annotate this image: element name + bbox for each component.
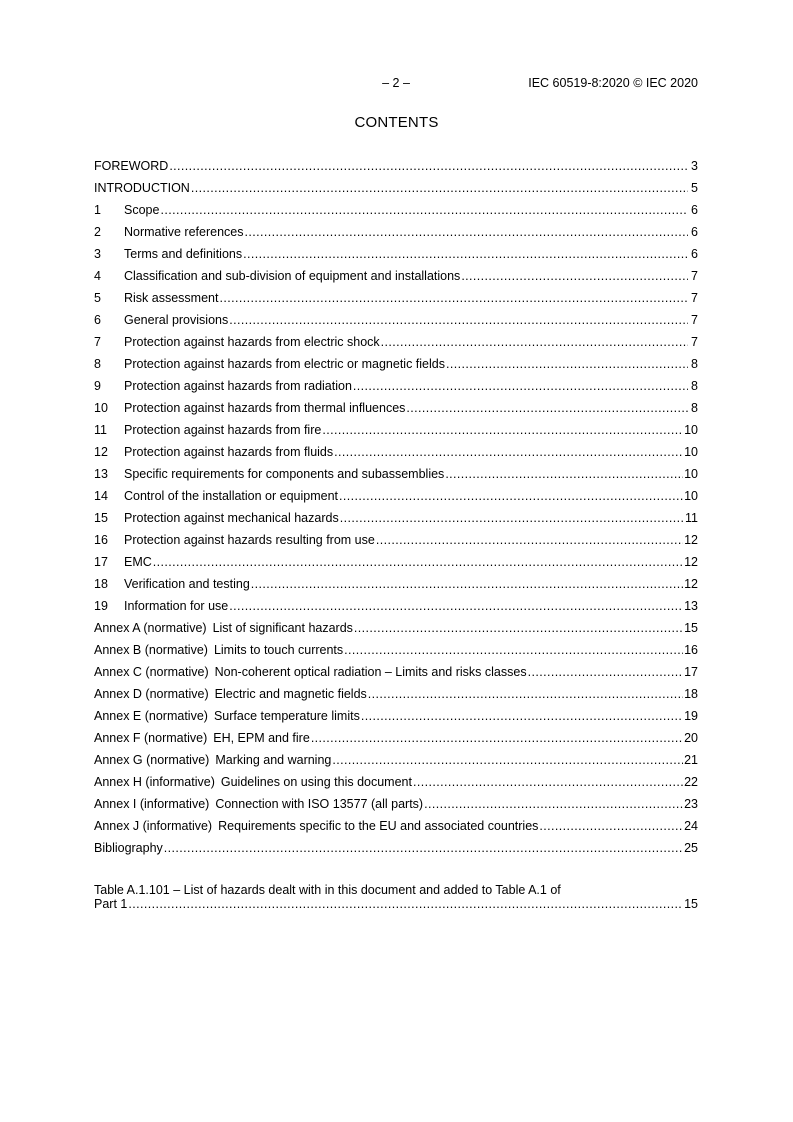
toc-entry-number: 3: [94, 247, 101, 261]
toc-entry[interactable]: [94, 399, 698, 421]
toc-entry-label: EH, EPM and fire: [213, 731, 310, 745]
dot-leader: [128, 898, 683, 912]
table-of-contents: [94, 157, 698, 861]
toc-entry-page: 10: [684, 467, 698, 481]
toc-entry-label: Terms and definitions: [124, 247, 243, 261]
toc-entry[interactable]: [94, 839, 698, 861]
dot-leader: [354, 619, 683, 637]
dot-leader: [368, 685, 683, 703]
toc-entry-label: Requirements specific to the EU and associated countries: [218, 819, 539, 833]
toc-entry[interactable]: [94, 553, 698, 575]
toc-entry-page: 25: [684, 841, 698, 855]
toc-entry-label: Verification and testing: [124, 577, 250, 591]
toc-entry-page: 20: [684, 731, 698, 745]
toc-entry-label: Protection against hazards from electric or magnetic fields: [124, 357, 445, 371]
toc-entry[interactable]: [94, 729, 698, 751]
toc-entry-page: 6: [691, 247, 698, 261]
dot-leader: [376, 531, 683, 549]
dot-leader: [153, 553, 683, 571]
dot-leader: [528, 663, 684, 681]
contents-heading: CONTENTS: [354, 114, 439, 131]
toc-entry[interactable]: [94, 223, 698, 245]
dot-leader: [344, 641, 683, 659]
toc-entry[interactable]: [94, 531, 698, 553]
toc-entry-annex: Annex E (normative): [94, 709, 208, 723]
toc-entry-number: 6: [94, 313, 101, 327]
toc-entry-annex: Annex C (normative): [94, 665, 209, 679]
toc-entry[interactable]: [94, 597, 698, 619]
dot-leader: [334, 443, 683, 461]
dot-leader: [243, 245, 688, 263]
toc-entry-number: 17: [94, 555, 108, 569]
dot-leader: [245, 223, 689, 241]
toc-entry-label: Non-coherent optical radiation – Limits and risks classes: [214, 665, 527, 679]
dot-leader: [191, 179, 688, 197]
list-of-tables: [94, 884, 698, 911]
toc-entry-page: 16: [684, 643, 698, 657]
dot-leader: [229, 597, 683, 615]
toc-entry-page: 10: [684, 445, 698, 459]
toc-entry[interactable]: [94, 663, 698, 685]
dot-leader: [322, 421, 683, 439]
toc-entry-page: 12: [684, 533, 698, 547]
toc-entry-page: 6: [691, 225, 698, 239]
toc-entry-label: Limits to touch currents: [213, 643, 344, 657]
dot-leader: [332, 751, 683, 769]
toc-entry-page: 10: [684, 489, 698, 503]
dot-leader: [539, 817, 683, 835]
toc-entry-page: 15: [684, 621, 698, 635]
toc-entry-page: 12: [684, 555, 698, 569]
table-entry[interactable]: [94, 884, 698, 911]
toc-entry-label: List of significant hazards: [212, 621, 353, 635]
toc-entry-page: 10: [684, 423, 698, 437]
toc-entry-label: INTRODUCTION: [94, 181, 190, 195]
dot-leader: [361, 707, 683, 725]
dot-leader: [164, 839, 683, 857]
dot-leader: [446, 355, 688, 373]
toc-entry-label: Electric and magnetic fields: [214, 687, 367, 701]
dot-leader: [461, 267, 688, 285]
dot-leader: [311, 729, 683, 747]
toc-entry-label: EMC: [124, 555, 152, 569]
toc-entry-label: Protection against hazards from fluids: [124, 445, 334, 459]
toc-entry-page: 5: [691, 181, 698, 195]
toc-entry-page: 11: [685, 511, 698, 525]
toc-entry[interactable]: [94, 157, 698, 179]
toc-entry-label: Protection against hazards from radiation: [124, 379, 352, 393]
toc-entry-label: Protection against hazards from electric shock: [124, 335, 380, 349]
dot-leader: [445, 465, 683, 483]
toc-entry-label: Guidelines on using this document: [220, 775, 412, 789]
toc-entry-label: Normative references: [124, 225, 244, 239]
toc-entry[interactable]: [94, 817, 698, 839]
toc-entry-page: 7: [691, 291, 698, 305]
toc-entry[interactable]: [94, 465, 698, 487]
toc-entry-number: 7: [94, 335, 101, 349]
toc-entry[interactable]: [94, 619, 698, 641]
toc-entry-number: 9: [94, 379, 101, 393]
toc-entry-page: 7: [691, 313, 698, 327]
dot-leader: [339, 487, 683, 505]
toc-entry-page: 24: [684, 819, 698, 833]
toc-entry-label: Specific requirements for components and subassemblies: [124, 467, 445, 481]
dot-leader: [169, 157, 688, 175]
toc-entry-page: 23: [684, 797, 698, 811]
toc-entry-page: 8: [691, 401, 698, 415]
toc-entry-page: 21: [684, 753, 698, 767]
toc-entry-page: 7: [691, 335, 698, 349]
toc-entry-number: 4: [94, 269, 101, 283]
toc-entry-label: Information for use: [124, 599, 229, 613]
page-header: [94, 76, 698, 92]
document-identifier: IEC 60519-8:2020 © IEC 2020: [528, 76, 698, 90]
dot-leader: [229, 311, 688, 329]
toc-entry-label: Marking and warning: [215, 753, 332, 767]
toc-entry[interactable]: [94, 509, 698, 531]
toc-entry-page: 6: [691, 203, 698, 217]
toc-entry-label: Connection with ISO 13577 (all parts): [215, 797, 424, 811]
toc-entry-number: 15: [94, 511, 108, 525]
toc-entry[interactable]: [94, 245, 698, 267]
dot-leader: [381, 333, 688, 351]
dot-leader: [219, 289, 688, 307]
toc-entry-annex: Annex H (informative): [94, 775, 215, 789]
toc-entry-number: 10: [94, 401, 108, 415]
toc-entry[interactable]: [94, 333, 698, 355]
toc-entry-number: 5: [94, 291, 101, 305]
toc-entry[interactable]: [94, 311, 698, 333]
toc-entry[interactable]: [94, 751, 698, 773]
toc-entry[interactable]: [94, 487, 698, 509]
toc-entry-page: 17: [684, 665, 698, 679]
toc-entry-number: 2: [94, 225, 101, 239]
toc-entry-label: Bibliography: [94, 841, 163, 855]
toc-entry-number: 12: [94, 445, 108, 459]
dot-leader: [413, 773, 683, 791]
dot-leader: [424, 795, 683, 813]
toc-entry-page: 3: [691, 159, 698, 173]
toc-entry[interactable]: [94, 443, 698, 465]
toc-entry-label: Protection against mechanical hazards: [124, 511, 339, 525]
toc-entry[interactable]: [94, 641, 698, 663]
toc-entry[interactable]: [94, 421, 698, 443]
toc-entry-page: 18: [684, 687, 698, 701]
toc-entry-number: 8: [94, 357, 101, 371]
toc-entry-label: Surface temperature limits: [213, 709, 360, 723]
toc-entry-number: 14: [94, 489, 108, 503]
toc-entry-page: 13: [684, 599, 698, 613]
dot-leader: [406, 399, 688, 417]
toc-entry-number: 1: [94, 203, 101, 217]
toc-entry-label: Classification and sub-division of equipment and installations: [124, 269, 461, 283]
table-entry-page: 15: [684, 897, 698, 911]
toc-entry[interactable]: [94, 575, 698, 597]
toc-entry-label: Control of the installation or equipment: [124, 489, 339, 503]
toc-entry-page: 19: [684, 709, 698, 723]
toc-entry-annex: Annex D (normative): [94, 687, 209, 701]
dot-leader: [251, 575, 683, 593]
toc-entry-annex: Annex F (normative): [94, 731, 208, 745]
toc-entry[interactable]: [94, 289, 698, 311]
toc-entry-number: 11: [94, 423, 107, 437]
toc-entry[interactable]: [94, 773, 698, 795]
toc-entry-label: Protection against hazards from thermal influences: [124, 401, 406, 415]
dot-leader: [160, 201, 688, 219]
toc-entry-annex: Annex I (informative): [94, 797, 210, 811]
toc-entry[interactable]: [94, 707, 698, 729]
toc-entry-label: Scope: [124, 203, 160, 217]
toc-entry-label: FOREWORD: [94, 159, 169, 173]
toc-entry[interactable]: [94, 355, 698, 377]
toc-entry[interactable]: [94, 267, 698, 289]
toc-entry-annex: Annex B (normative): [94, 643, 208, 657]
dot-leader: [353, 377, 688, 395]
table-entry-caption-end: Part 1: [94, 897, 128, 911]
toc-entry-number: 18: [94, 577, 108, 591]
toc-entry[interactable]: [94, 795, 698, 817]
toc-entry-label: Protection against hazards resulting from use: [124, 533, 375, 547]
toc-entry-page: 8: [691, 357, 698, 371]
toc-entry-page: 12: [684, 577, 698, 591]
toc-entry-page: 7: [691, 269, 698, 283]
dot-leader: [340, 509, 684, 527]
toc-entry-page: 8: [691, 379, 698, 393]
toc-entry-annex: Annex A (normative): [94, 621, 207, 635]
table-entry-caption: Table A.1.101 – List of hazards dealt with in this document and added to Table A.1 of: [94, 883, 561, 897]
toc-entry-label: Protection against hazards from fire: [124, 423, 322, 437]
toc-entry[interactable]: [94, 201, 698, 223]
toc-entry-label: Risk assessment: [124, 291, 219, 305]
toc-entry[interactable]: [94, 179, 698, 201]
toc-entry-number: 19: [94, 599, 108, 613]
toc-entry-page: 22: [684, 775, 698, 789]
toc-entry[interactable]: [94, 377, 698, 399]
toc-entry-annex: Annex J (informative): [94, 819, 213, 833]
page-number: – 2 –: [382, 76, 410, 90]
toc-entry[interactable]: [94, 685, 698, 707]
table-entry-continuation: [94, 898, 698, 912]
toc-entry-annex: Annex G (normative): [94, 753, 210, 767]
toc-entry-number: 13: [94, 467, 108, 481]
toc-entry-number: 16: [94, 533, 108, 547]
toc-entry-label: General provisions: [124, 313, 229, 327]
